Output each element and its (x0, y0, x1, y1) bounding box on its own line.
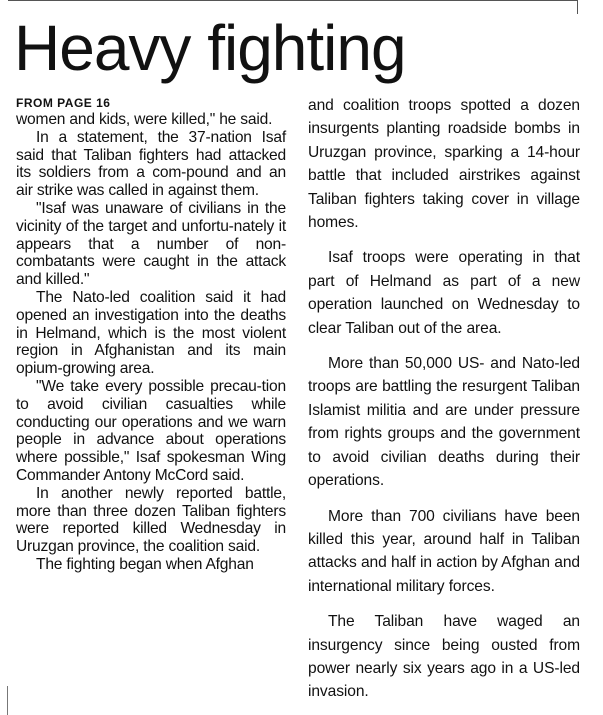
paragraph: "Isaf was unaware of civilians in the vicinity of the target and unfortu-nately it appears that a number of non-combatants were caught in the attack and killed." (16, 199, 286, 289)
left-column (16, 94, 286, 574)
paragraph: In another newly reported battle, more than three dozen Taliban fighters were reported killed Wednesday in Uruzgan province, the coalition said. (16, 484, 286, 556)
paragraph: The Taliban have waged an insurgency since being ousted from power nearly six years ago in a US-led invasion. (308, 613, 580, 701)
paragraph: "We take every possible precau-tion to avoid civilian casualties while conducting our operations and we warn people in advance about operations where possible," Isaf spokesman Wing Commander Antony McCord said. (16, 377, 286, 484)
paragraph: More than 50,000 US- and Nato-led troops are battling the resurgent Taliban Islamist militia and are under pressure from rights groups and the government to avoid civilian deaths during their operations. (308, 355, 580, 490)
paragraph: Isaf troops were operating in that part of Helmand as part of a new operation launched on Wednesday to clear Taliban out of the area. (308, 249, 580, 337)
continuation-label: FROM PAGE 16 (16, 96, 111, 110)
right-column (308, 94, 580, 715)
paragraph: and coalition troops spotted a dozen insurgents planting roadside bombs in Uruzgan province, sparking a 14-hour battle that included airstrikes against Taliban fighters taking cover in village homes. (308, 97, 580, 232)
paragraph: The Nato-led coalition said it had opened an investigation into the deaths in Helmand, which is the most violent region in Afghanistan and its main opium-growing area. (16, 288, 286, 378)
right-border-rule (577, 0, 578, 14)
left-border-rule (7, 686, 8, 715)
top-border-rule (8, 0, 578, 1)
paragraph: In a statement, the 37-nation Isaf said that Taliban fighters had attacked its soldiers from a com-pound and an air strike was called in against them. (16, 128, 286, 200)
paragraph: women and kids, were killed," he said. (16, 111, 273, 128)
headline: Heavy fighting (14, 12, 406, 84)
paragraph: More than 700 civilians have been killed this year, around half in Taliban attacks and half in action by Afghan and international military forces. (308, 507, 580, 595)
paragraph: The fighting began when Afghan (36, 555, 254, 573)
